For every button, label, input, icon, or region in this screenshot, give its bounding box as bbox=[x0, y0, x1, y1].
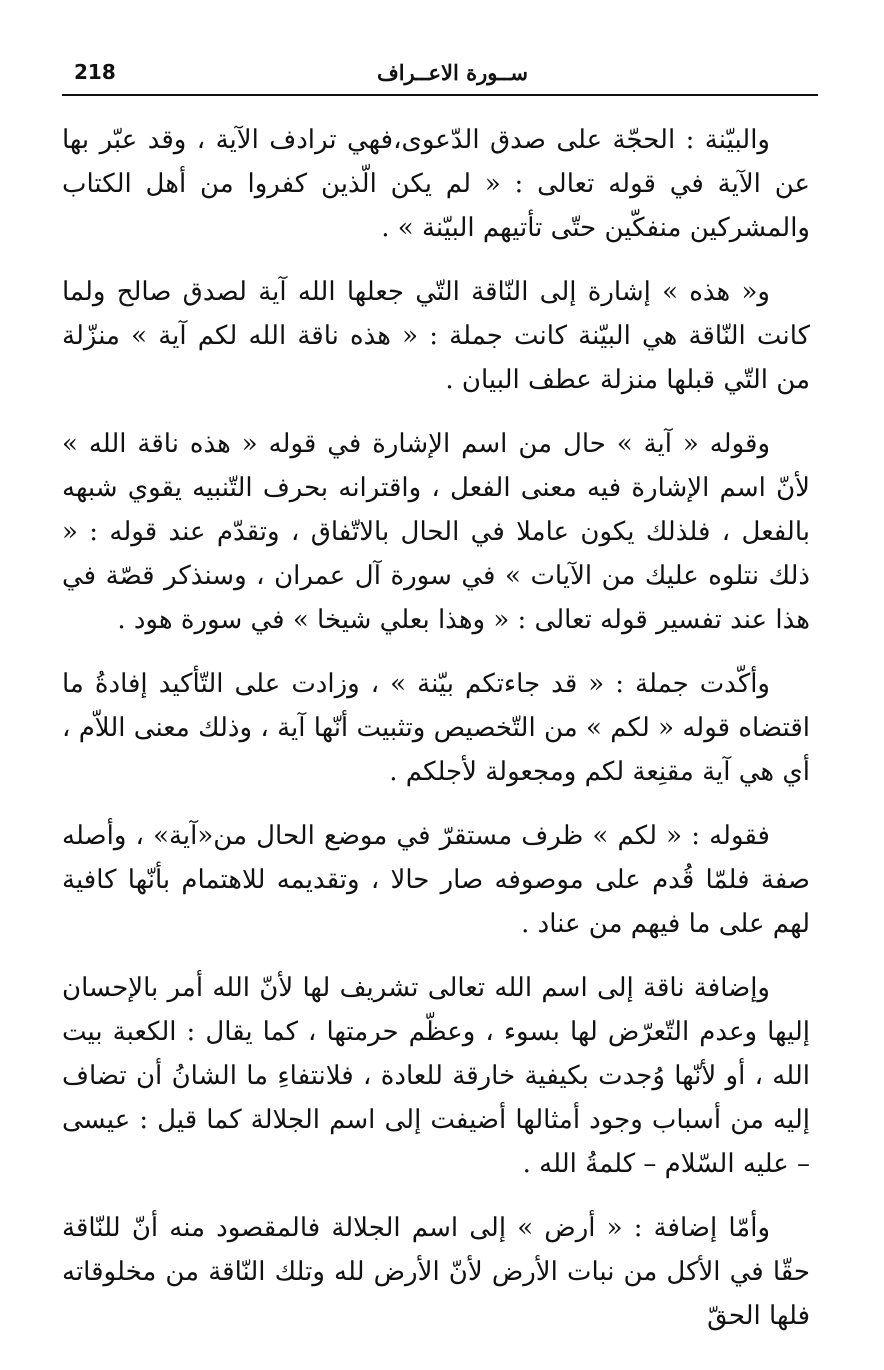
paragraph: فقوله : « لكم » ظرف مستقرّ في موضع الحال من«آية» ، وأصله صفة فلمّا قُدم على موصوفه صار حالا ، وتقديمه للاهتمام بأنّها كافية لهم على ما فيهم من عناد . bbox=[62, 821, 810, 939]
paragraph: وأكّدت جملة : « قد جاءتكم بيّنة » ، وزادت على التّأكيد إفادةُ ما اقتضاه قوله « لكم » من التّخصيص وتثبيت أنّها آية ، وذلك معنى اللاّم ، أي هي آية مقنِعة لكم ومجعولة لأجلكم . bbox=[62, 669, 810, 787]
paragraph: وأمّا إضافة : « أرض » إلى اسم الجلالة فالمقصود منه أنّ للنّاقة حقّا في الأكل من نبات الأرض لأنّ الأرض لله وتلك النّاقة من مخلوقاته فلها الحقّ bbox=[62, 1213, 810, 1331]
running-head bbox=[62, 58, 818, 96]
paragraph: و« هذه » إشارة إلى النّاقة التّي جعلها الله آية لصدق صالح ولما كانت النّاقة هي البيّنة كانت جملة : « هذه ناقة الله لكم آية » منزّلة من التّي قبلها منزلة عطف البيان . bbox=[62, 277, 810, 395]
paragraph: والبيّنة : الحجّة على صدق الدّعوى،فهي ترادف الآية ، وقد عبّر بها عن الآية في قوله تعالى : « لم يكن الّذين كفروا من أهل الكتاب والمشركين منفكّين حتّى تأتيهم البيّنة » . bbox=[62, 125, 810, 243]
header-rule bbox=[62, 94, 818, 96]
paragraph: وإضافة ناقة إلى اسم الله تعالى تشريف لها لأنّ الله أمر بالإحسان إليها وعدم التّعرّض لها بسوء ، وعظّم حرمتها ، كما يقال : الكعبة بيت الله ، أو لأنّها وُجدت بكيفية خارقة للعادة ، فلانتفاءِ ما الشانُ أن تضاف إليه من أسباب وجود أمثالها أضيفت إلى اسم الجلالة كما قيل : عيسى – عليه السّلام – كلمةُ الله . bbox=[62, 973, 810, 1179]
body-text bbox=[62, 118, 810, 1338]
surah-title: ســورة الاعــراف bbox=[376, 60, 528, 85]
paragraph: وقوله « آية » حال من اسم الإشارة في قوله « هذه ناقة الله » لأنّ اسم الإشارة فيه معنى الفعل ، واقترانه بحرف التّنبيه يقوي شبهه بالفعل ، فلذلك يكون عاملا في الحال بالاتّفاق ، وتقدّم عند قوله : « ذلك نتلوه عليك من الآيات » في سورة آل عمران ، وسنذكر قصّة في هذا عند تفسير قوله تعالى : « وهذا بعلي شيخا » في سورة هود . bbox=[62, 429, 810, 635]
page-number: 218 bbox=[74, 60, 116, 84]
